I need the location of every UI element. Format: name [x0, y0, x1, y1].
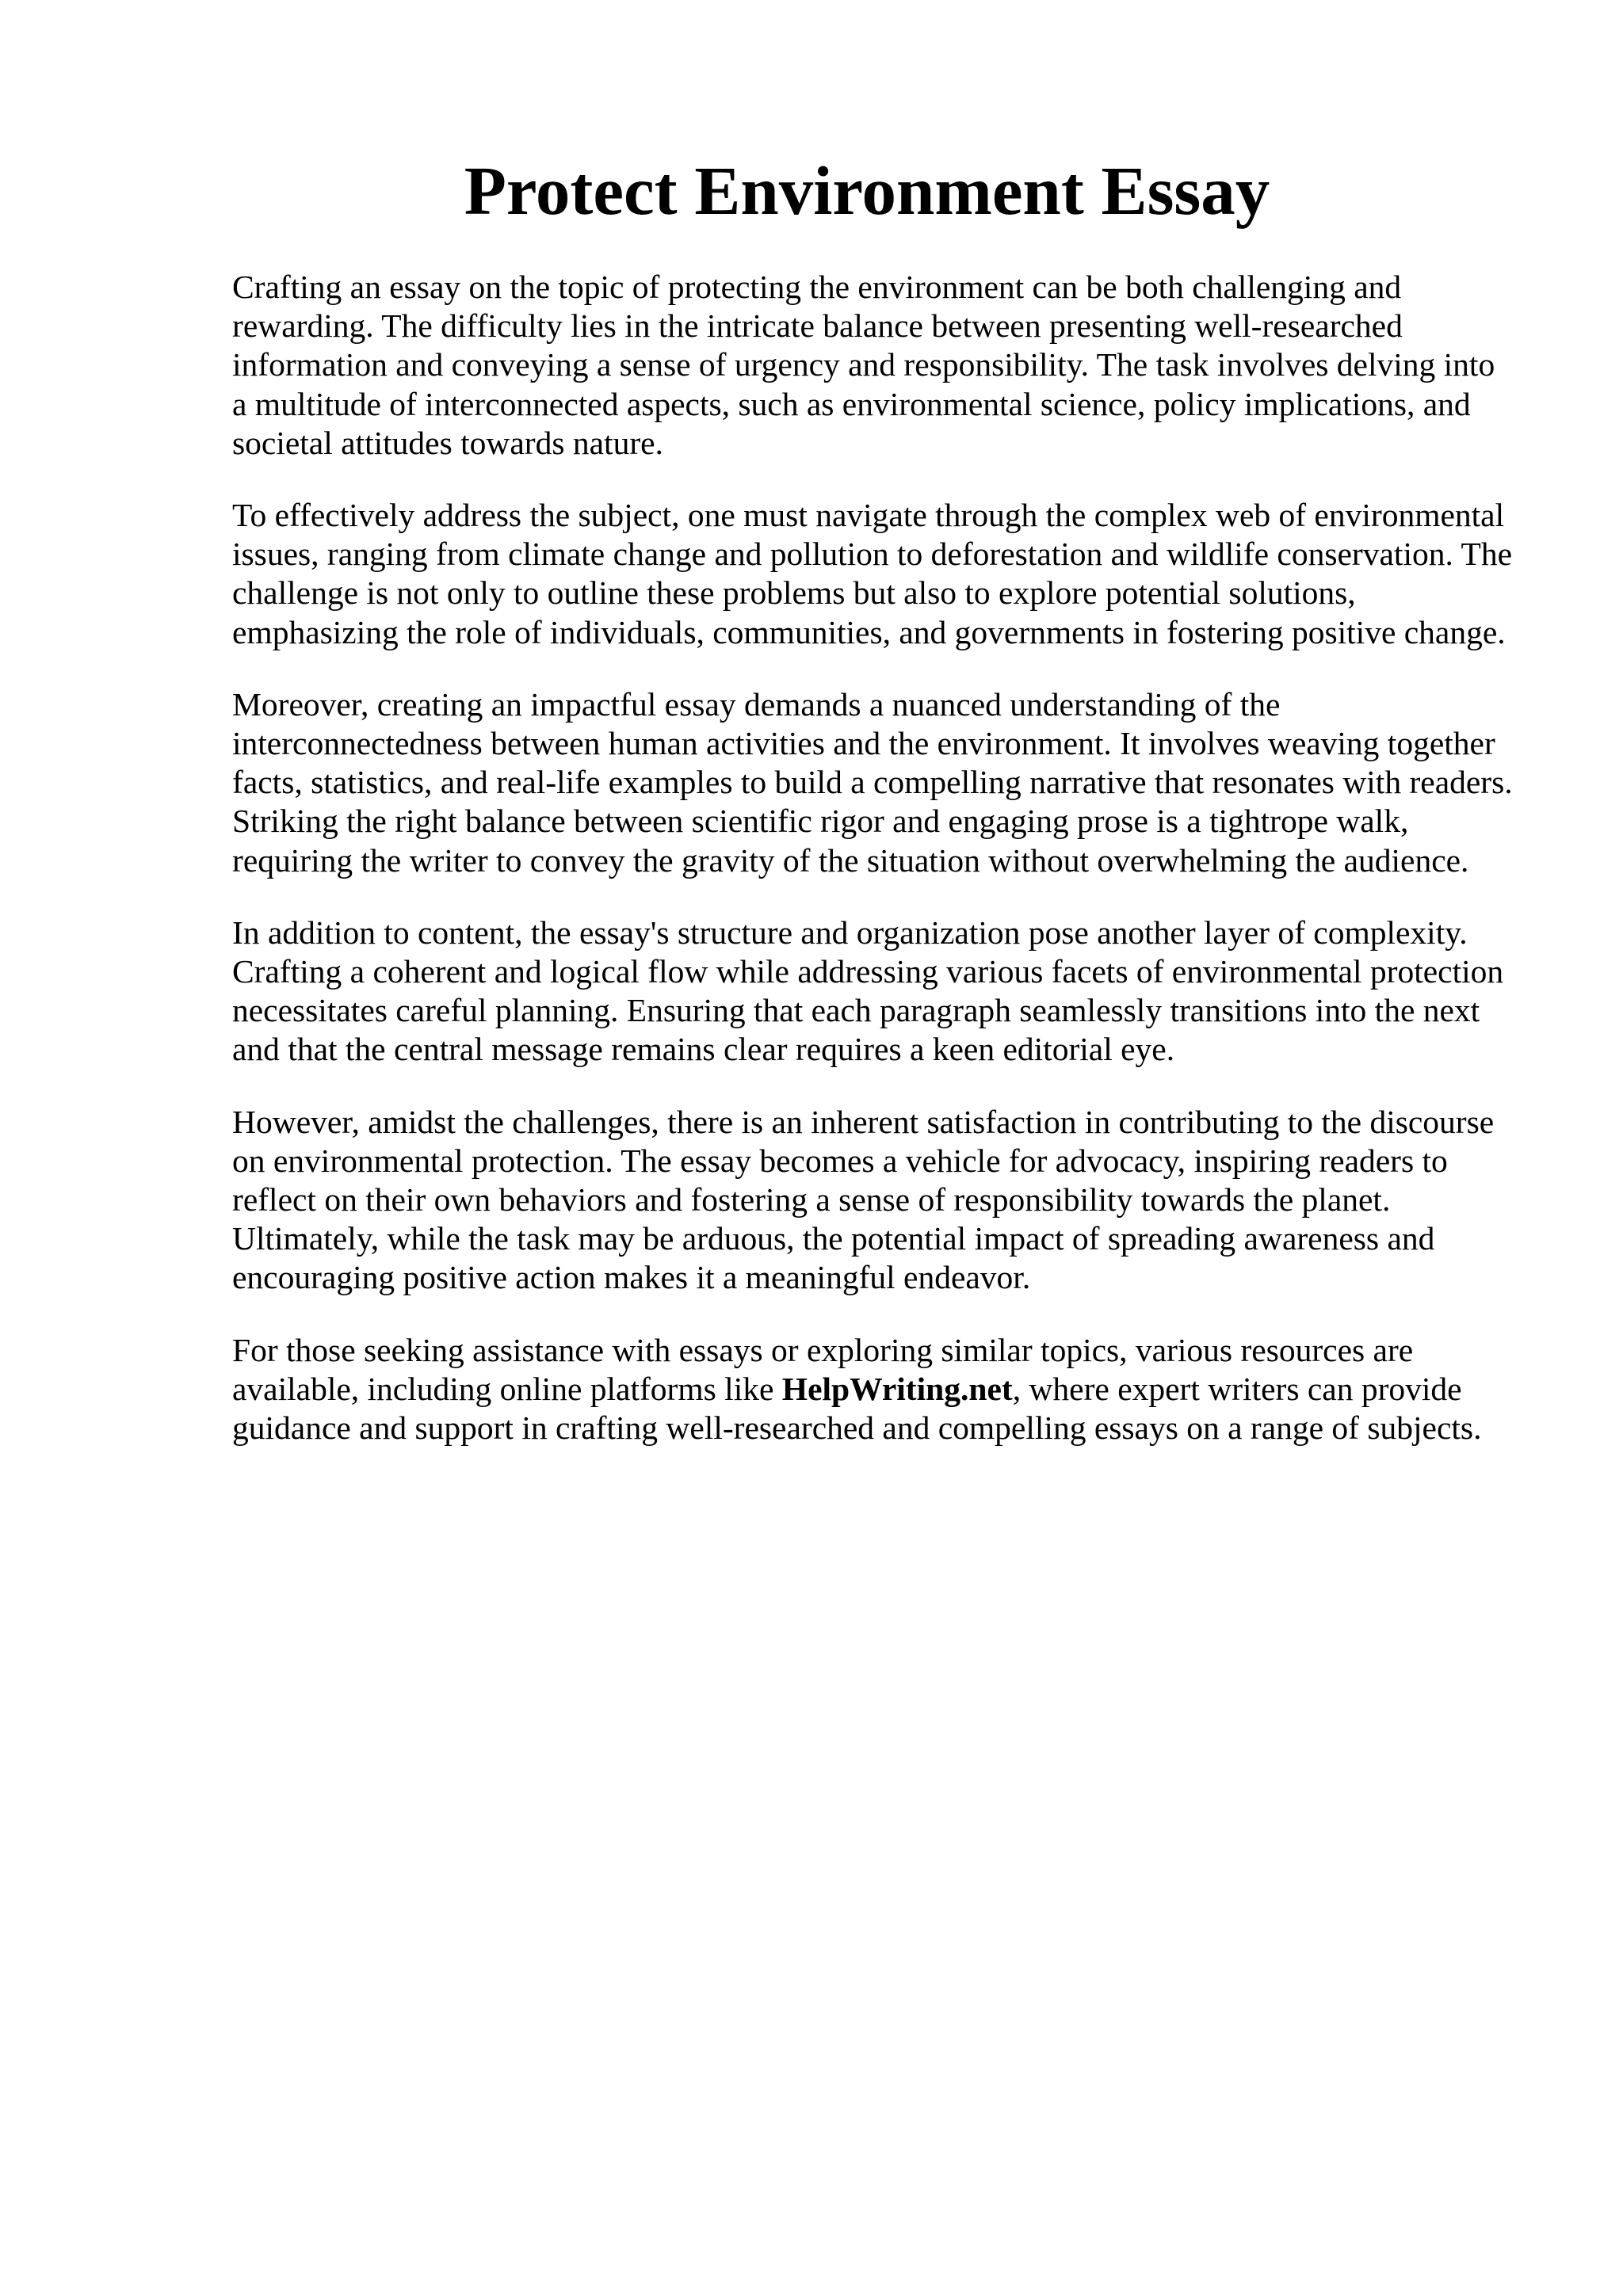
paragraph-line: Crafting a coherent and logical flow while addressing various facets of environmental protection — [232, 953, 1504, 990]
paragraph-4 — [232, 913, 1532, 1070]
paragraph-line: requiring the writer to convey the gravity of the situation without overwhelming the audience. — [232, 841, 1469, 879]
paragraph-line: a multitude of interconnected aspects, such as environmental science, policy implications, and — [232, 385, 1471, 422]
paragraph-line: Ultimately, while the task may be arduous, the potential impact of spreading awareness and — [232, 1220, 1435, 1257]
paragraph-line: facts, statistics, and real-life examples to build a compelling narrative that resonates with readers. — [232, 764, 1513, 801]
essay-body — [232, 268, 1532, 1481]
paragraph-line: Striking the right balance between scientific rigor and engaging prose is a tightrope walk, — [232, 803, 1409, 840]
page-title: Protect Environment Essay — [464, 152, 1270, 229]
paragraph-line: necessitates careful planning. Ensuring that each paragraph seamlessly transitions into the next — [232, 992, 1480, 1029]
paragraph-line: on environmental protection. The essay becomes a vehicle for advocacy, inspiring readers to — [232, 1142, 1448, 1179]
paragraph-line: encouraging positive action makes it a meaningful endeavor. — [232, 1259, 1031, 1296]
paragraph-5 — [232, 1103, 1532, 1298]
paragraph-1 — [232, 268, 1532, 463]
paragraph-line: rewarding. The difficulty lies in the intricate balance between presenting well-researched — [232, 307, 1403, 345]
paragraph-line — [232, 1370, 1532, 1409]
paragraph-line: However, amidst the challenges, there is an inherent satisfaction in contributing to the discourse — [232, 1103, 1495, 1140]
closing-text-before-link: available, including online platforms like — [232, 1370, 782, 1407]
paragraph-line: guidance and support in crafting well-researched and compelling essays on a range of subjects. — [232, 1409, 1482, 1447]
paragraph-line: emphasizing the role of individuals, communities, and governments in fostering positive change. — [232, 613, 1506, 650]
paragraph-3 — [232, 685, 1532, 880]
paragraph-line: For those seeking assistance with essays or exploring similar topics, various resources are — [232, 1331, 1414, 1368]
paragraph-line: reflect on their own behaviors and fostering a sense of responsibility towards the planet. — [232, 1181, 1391, 1219]
helpwriting-link[interactable]: HelpWriting.net — [781, 1370, 1013, 1407]
paragraph-line: societal attitudes towards nature. — [232, 424, 663, 461]
paragraph-line: information and conveying a sense of urgency and responsibility. The task involves delving into — [232, 346, 1495, 383]
closing-text-after-link: , where expert writers can provide — [1012, 1370, 1462, 1407]
paragraph-line: and that the central message remains clear requires a keen editorial eye. — [232, 1031, 1175, 1068]
paragraph-2 — [232, 496, 1532, 652]
closing-paragraph — [232, 1331, 1532, 1448]
paragraph-line: issues, ranging from climate change and pollution to deforestation and wildlife conservation. The — [232, 536, 1512, 573]
paragraph-line: interconnectedness between human activities and the environment. It involves weaving together — [232, 725, 1495, 762]
paragraph-line: To effectively address the subject, one must navigate through the complex web of environmental — [232, 497, 1505, 534]
paragraph-line: In addition to content, the essay's structure and organization pose another layer of complexity. — [232, 913, 1468, 951]
paragraph-line: challenge is not only to outline these problems but also to explore potential solutions, — [232, 574, 1356, 612]
paragraph-line: Moreover, creating an impactful essay demands a nuanced understanding of the — [232, 685, 1281, 723]
paragraph-line: Crafting an essay on the topic of protecting the environment can be both challenging and — [232, 269, 1402, 305]
